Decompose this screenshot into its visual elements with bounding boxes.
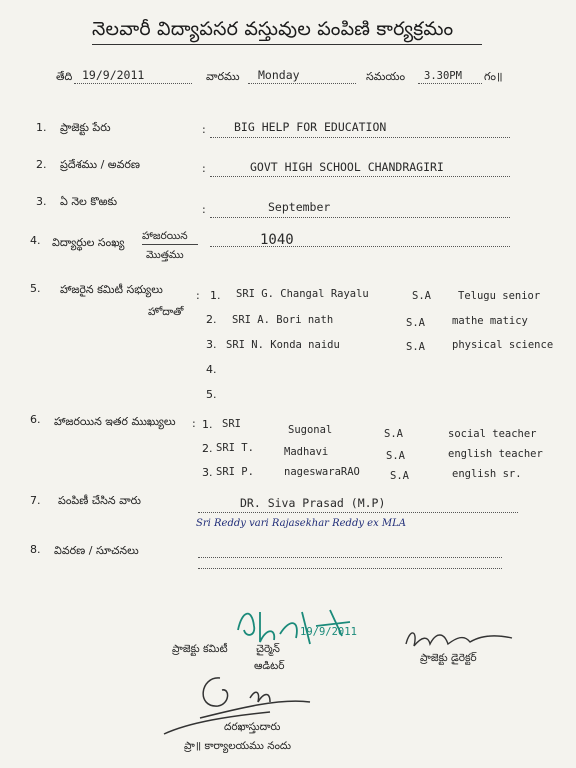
row-2-value: GOVT HIGH SCHOOL CHANDRAGIRI (250, 160, 444, 174)
others-3-name: SRI P. (216, 466, 254, 478)
form-title: నెలవారీ విద్యాపసర వస్తువుల పంపిణి కార్యక్రమం (92, 18, 454, 40)
others-3-subject: english sr. (452, 468, 522, 480)
committee-sublabel: హోదాతో (148, 306, 184, 318)
row-4-label-top: హాజరయిన (142, 230, 188, 242)
chairman-date: 19/9/2011 (300, 626, 357, 638)
others-2-number: 2. (202, 442, 213, 455)
others-colon: : (192, 417, 196, 430)
others-number: 6. (30, 413, 41, 426)
committee-2-subject: mathe maticy (452, 315, 528, 327)
committee-number: 5. (30, 282, 41, 295)
row-1-label: ప్రాజెక్టు పేరు (60, 121, 111, 134)
row-4-value: 1040 (260, 232, 294, 248)
row-1-value: BIG HELP FOR EDUCATION (234, 120, 387, 134)
row-4-label-bottom: మొత్తము (146, 249, 184, 261)
remarks-label: వివరణ / సూచనలు (54, 544, 139, 557)
others-1-role: S.A (384, 428, 403, 440)
others-1-name: SRI (222, 418, 241, 430)
others-1-number: 1. (202, 418, 213, 431)
remarks-number: 8. (30, 543, 41, 556)
committee-3-role: S.A (406, 341, 425, 353)
committee-colon: : (196, 289, 200, 302)
time-label: సమయం (366, 70, 406, 83)
committee-3-number: 3. (206, 338, 217, 351)
row-3-number: 3. (36, 195, 47, 208)
committee-sig-label: ప్రాజెక్టు కమిటీ (172, 643, 228, 655)
distributed-number: 7. (30, 494, 41, 507)
day-label: వారము (206, 70, 240, 83)
date-label: తేది (56, 70, 73, 83)
others-2-subject: english teacher (448, 448, 543, 460)
time-line (418, 83, 482, 84)
row-4-number: 4. (30, 234, 41, 247)
others-1-subject: social teacher (448, 428, 537, 440)
committee-1-name: SRI G. Changal Rayalu (236, 288, 369, 300)
remarks-line (198, 557, 502, 558)
row-2-label: ప్రదేశము / అవరణ (60, 158, 141, 171)
committee-1-number: 1. (210, 289, 221, 302)
director-label: ప్రాజెక్టు డైరెక్టర్ (420, 652, 477, 664)
applicant-label: దరఖాస్తుదారు (224, 721, 281, 733)
row-1-number: 1. (36, 121, 47, 134)
row-4-line (210, 246, 510, 247)
committee-3-subject: physical science (452, 339, 554, 351)
others-3-number: 3. (202, 466, 213, 479)
committee-label: హాజరైన కమిటీ సభ్యులు (60, 283, 163, 296)
others-1-name2: Sugonal (288, 424, 333, 436)
others-2-name: SRI T. (216, 442, 254, 454)
chairman-label: చైర్మెన్ (256, 643, 280, 655)
row-3-value: September (268, 200, 331, 214)
others-3-name2: nageswaraRAO (284, 466, 360, 478)
day-line (248, 83, 356, 84)
committee-5-number: 5. (206, 388, 217, 401)
others-label: హాజరయిన ఇతర ముఖ్యులు (54, 415, 176, 428)
director-signature (400, 622, 520, 656)
time-suffix: గం॥ (484, 70, 503, 83)
distributed-value: DR. Siva Prasad (M.P) (240, 496, 386, 510)
row-4-label: విద్యార్థుల సంఖ్య (52, 236, 125, 249)
day-value: Monday (258, 68, 300, 82)
distributed-value2: Sri Reddy vari Rajasekhar Reddy ex MLA (196, 518, 407, 529)
row-4-fraction-bar (142, 244, 198, 245)
committee-1-subject: Telugu senior (458, 290, 541, 302)
others-2-name2: Madhavi (284, 446, 329, 458)
committee-3-name: SRI N. Konda naidu (226, 339, 340, 351)
row-2-colon: : (202, 162, 206, 175)
date-line (74, 83, 192, 84)
others-3-role: S.A (390, 470, 409, 482)
title-underline (92, 44, 482, 45)
row-3-label: ఏ నెల కొఱకు (60, 195, 118, 208)
row-1-line (210, 137, 510, 138)
committee-2-name: SRI A. Bori nath (232, 314, 334, 326)
committee-1-role: S.A (412, 290, 431, 302)
distributed-label: పంపిణీ చేసిన వారు (58, 494, 141, 507)
time-value: 3.30PM (424, 70, 462, 82)
auditor-label: ఆడిటర్ (254, 660, 285, 672)
row-2-line (210, 176, 510, 177)
distributed-line (198, 512, 518, 513)
date-value: 19/9/2011 (82, 68, 145, 82)
committee-4-number: 4. (206, 363, 217, 376)
committee-2-role: S.A (406, 317, 425, 329)
remarks-line-2 (198, 568, 502, 569)
others-2-role: S.A (386, 450, 405, 462)
row-1-colon: : (202, 123, 206, 136)
row-2-number: 2. (36, 158, 47, 171)
committee-2-number: 2. (206, 313, 217, 326)
row-3-colon: : (202, 203, 206, 216)
office-label: ప్రా॥ కార్యాలయము నందు (184, 740, 291, 752)
row-3-line (210, 217, 510, 218)
